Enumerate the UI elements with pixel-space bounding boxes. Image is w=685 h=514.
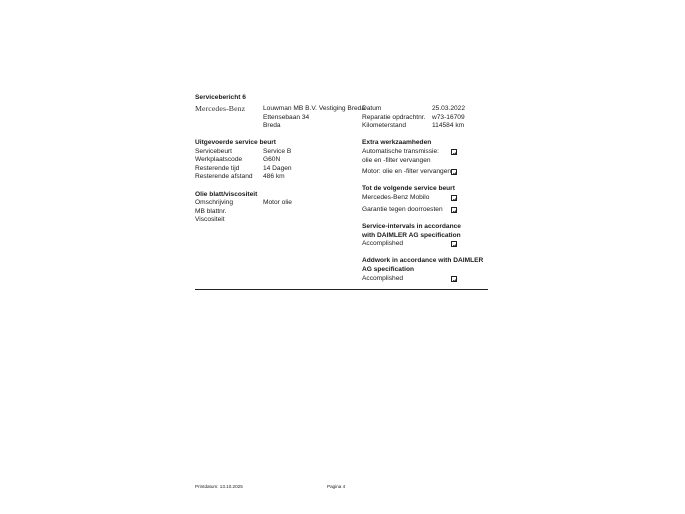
mercedes-benz-logo: Mercedes-Benz (195, 104, 246, 113)
workshop-code-value: G60N (263, 156, 281, 163)
extra-work-heading: Extra werkzaamheden (362, 139, 432, 146)
dealer-street: Ettensebaan 34 (263, 114, 310, 121)
remaining-time-label: Resterende tijd (195, 165, 240, 172)
page-number: Pagina 4 (327, 484, 346, 489)
section-divider (195, 289, 488, 290)
extra-item-transmission-checkbox[interactable] (451, 149, 457, 155)
next-service-heading: Tot de volgende service beurt (362, 185, 455, 192)
extra-item-transmission: Automatische transmissie: olie en -filter vervangen (362, 148, 439, 164)
order-value: w73-16709 (432, 114, 465, 121)
extra-item-engine-oil-checkbox[interactable] (451, 169, 457, 175)
service-heading: Uitgevoerde service beurt (195, 139, 276, 146)
service-label: Servicebeurt (195, 148, 233, 155)
service-value: Service B (263, 148, 292, 155)
extra-item-engine-oil: Motor: olie en -filter vervangen (362, 168, 452, 175)
addwork-heading: Addwork in accordance with DAIMLER AG specification (362, 257, 484, 273)
intervals-heading: Service-intervals in accordance with DAIMLER AG specification (362, 223, 461, 239)
addwork-accomplished-checkbox[interactable] (451, 276, 457, 282)
report-title: Servicebericht 6 (195, 94, 246, 101)
next-service-rust-warranty-checkbox[interactable] (451, 207, 457, 213)
print-date: Printdatum: 13.10.2025 (195, 484, 243, 489)
dealer-city: Breda (263, 122, 281, 129)
next-service-mobilo: Mercedes-Benz Mobilo (362, 194, 430, 201)
next-service-rust-warranty: Garantie tegen doorroesten (362, 206, 443, 213)
oil-heading: Olie blatt/viscositeit (195, 191, 258, 198)
km-value: 114584 km (432, 122, 465, 129)
mb-blatt-label: MB blattnr. (195, 208, 227, 215)
intervals-accomplished: Accomplished (362, 240, 404, 247)
remaining-distance-label: Resterende afstand (195, 173, 253, 180)
date-label: Datum (362, 105, 382, 112)
addwork-accomplished: Accomplished (362, 275, 404, 282)
oil-description-value: Motor olie (263, 199, 292, 206)
viscosity-label: Viscositeit (195, 216, 225, 223)
workshop-code-label: Werkplaatscode (195, 156, 243, 163)
next-service-mobilo-checkbox[interactable] (451, 195, 457, 201)
remaining-time-value: 14 Dagen (263, 165, 292, 172)
km-label: Kilometerstand (362, 122, 406, 129)
order-label: Reparatie opdrachtnr. (362, 114, 426, 121)
intervals-accomplished-checkbox[interactable] (451, 241, 457, 247)
oil-description-label: Omschrijving (195, 199, 234, 206)
remaining-distance-value: 486 km (263, 173, 285, 180)
date-value: 25.03.2022 (432, 105, 466, 112)
dealer-name: Louwman MB B.V. Vestiging Breda (263, 105, 366, 112)
